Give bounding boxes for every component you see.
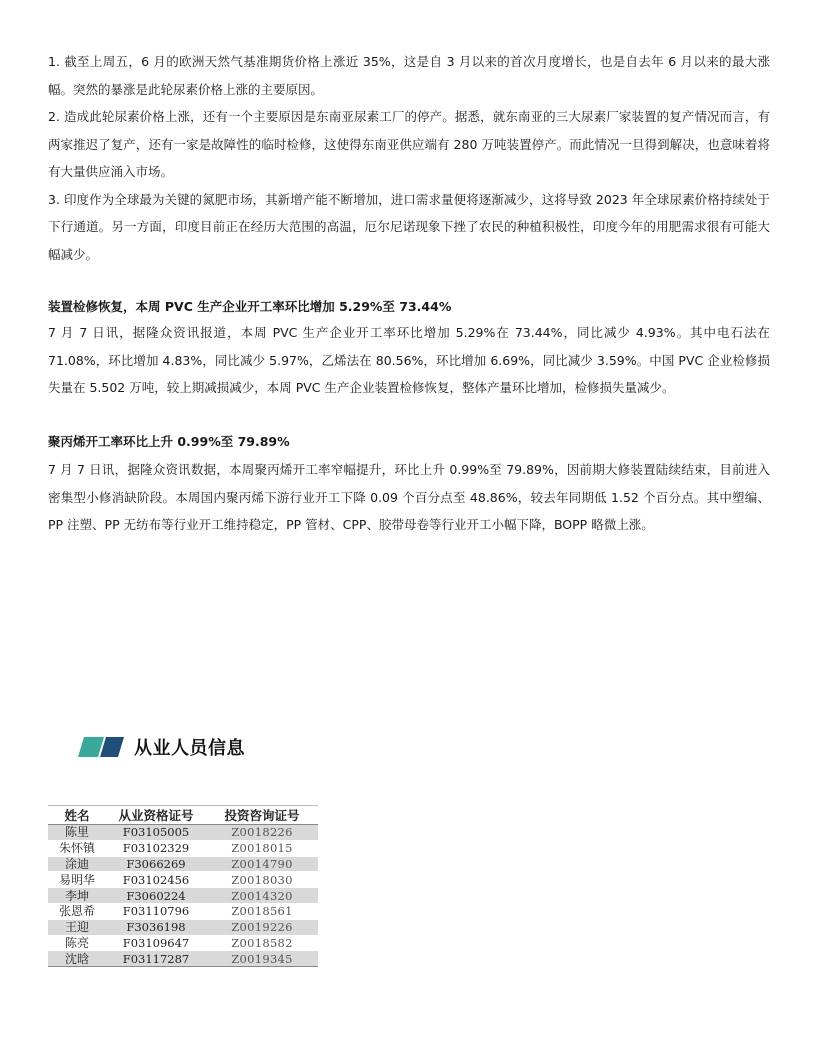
staff-name: 易明华 [48,872,106,888]
investment-cert-number: Z0018561 [206,903,318,919]
table-row [48,856,318,872]
qualification-cert-number: F03117287 [106,951,206,967]
paragraph-1: 1. 截至上周五，6 月的欧洲天然气基准期货价格上涨近 35%，这是自 3 月以来的首次月度增长，也是自去年 6 月以来的最大涨幅。突然的暴涨是此轮尿素价格上涨的主要原因。 [48,54,770,97]
staff-name: 涂迪 [48,856,106,872]
parallelogram-stripes-icon [78,737,124,757]
investment-cert-number: Z0018015 [206,840,318,856]
table-row [48,888,318,904]
pvc-paragraph: 7 月 7 日讯，据隆众资讯报道，本周 PVC 生产企业开工率环比增加 5.29%在 73.44%，同比减少 4.93%。其中电石法在 71.08%，环比增加 4.83%，同比减少 5.97%，乙烯法在 80.56%，环比增加 6.69%，同比减少 3.59%。中国 PVC 企业检修损失量在 5.502 万吨，较上期减损减少，本周 PVC 生产企业装置检修恢复，整体产量环比增加，检修损失量减少。 [48,325,770,395]
qualification-cert-number: F03102456 [106,872,206,888]
staff-info-banner [78,733,245,761]
qualification-cert-number: F3066269 [106,856,206,872]
header-investment-cert: 投资咨询证号 [206,806,318,825]
staff-name: 沈晗 [48,951,106,967]
paragraph-3: 3. 印度作为全球最为关键的氮肥市场，其新增产能不断增加，进口需求量便将逐渐减少，这将导致 2023 年全球尿素价格持续处于下行通道。另一方面，印度目前正在经历大范围的高温，厄尔尼诺现象下挫了农民的种植积极性，印度今年的用肥需求很有可能大幅减少。 [48,191,770,262]
investment-cert-number: Z0019345 [206,951,318,967]
staff-name: 朱怀镇 [48,840,106,856]
staff-info-title: 从业人员信息 [134,738,245,759]
staff-name: 王迎 [48,919,106,935]
table-row [48,840,318,856]
table-row [48,935,318,951]
pp-section [48,456,770,539]
investment-cert-number: Z0014790 [206,856,318,872]
table-row [48,919,318,935]
staff-name: 李坤 [48,888,106,904]
qualification-cert-number: F03110796 [106,903,206,919]
staff-name: 陈亮 [48,935,106,951]
investment-cert-number: Z0014320 [206,888,318,904]
qualification-cert-number: F03102329 [106,840,206,856]
header-qualification-cert: 从业资格证号 [106,806,206,825]
urea-analysis-section [48,48,770,268]
table-row [48,872,318,888]
staff-name: 陈里 [48,825,106,841]
paragraph-2: 2. 造成此轮尿素价格上涨，还有一个主要原因是东南亚尿素工厂的停产。据悉，就东南亚的三大尿素厂家装置的复产情况而言，有两家推迟了复产，还有一家是故障性的临时检修，这使得东南亚供应端有 280 万吨装置停产。而此情况一旦得到解决，也意味着将有大量供应涌入市场。 [48,109,770,179]
pvc-section [48,319,770,402]
table-row [48,903,318,919]
pp-paragraph: 7 月 7 日讯，据隆众资讯数据，本周聚丙烯开工率窄幅提升，环比上升 0.99%至 79.89%，因前期大修装置陆续结束，目前进入密集型小修消缺阶段。本周国内聚丙烯下游行业开工下降 0.09 个百分点至 48.86%，较去年同期低 1.52 个百分点。其中塑编、PP 注塑、PP 无纺布等行业开工维持稳定，PP 管材、CPP、胶带母卷等行业开工小幅下降，BOPP 略微上涨。 [48,462,770,532]
staff-name: 张恩希 [48,903,106,919]
qualification-cert-number: F03105005 [106,825,206,841]
qualification-cert-number: F3036198 [106,919,206,935]
pvc-heading: 装置检修恢复，本周 PVC 生产企业开工率环比增加 5.29%至 73.44% [48,299,452,314]
investment-cert-number: Z0018030 [206,872,318,888]
investment-cert-number: Z0018226 [206,825,318,841]
qualification-cert-number: F3060224 [106,888,206,904]
header-name: 姓名 [48,806,106,825]
investment-cert-number: Z0018582 [206,935,318,951]
investment-cert-number: Z0019226 [206,919,318,935]
qualification-cert-number: F03109647 [106,935,206,951]
table-row [48,825,318,841]
table-row [48,951,318,967]
staff-table [48,805,318,967]
staff-table-header-row [48,806,318,825]
pp-heading: 聚丙烯开工率环比上升 0.99%至 79.89% [48,434,290,449]
